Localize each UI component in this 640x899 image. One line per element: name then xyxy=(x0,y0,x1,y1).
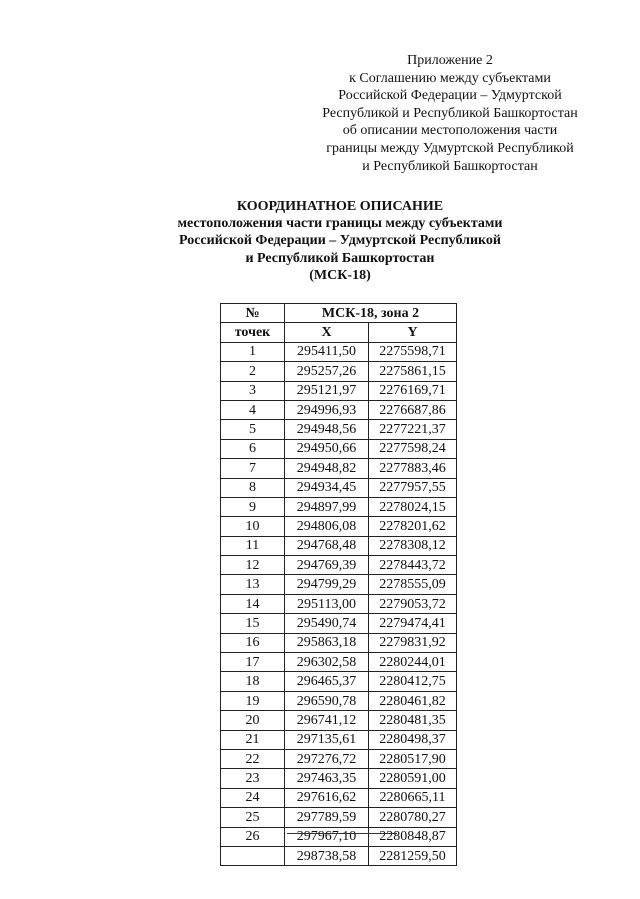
y-coordinate-cell: 2280517,90 xyxy=(369,749,457,768)
x-coordinate-cell: 294799,29 xyxy=(285,575,369,594)
appendix-line: границы между Удмуртской Республикой xyxy=(326,140,574,156)
point-number-cell: 14 xyxy=(221,594,285,613)
x-coordinate-cell: 297616,62 xyxy=(285,788,369,807)
point-number-cell: 3 xyxy=(221,381,285,400)
table-row xyxy=(221,691,457,710)
table-row xyxy=(221,788,457,807)
point-number-cell: 23 xyxy=(221,769,285,788)
appendix-header xyxy=(300,52,600,175)
table-row xyxy=(221,633,457,652)
table-row xyxy=(221,459,457,478)
point-number-cell: 22 xyxy=(221,749,285,768)
table-row xyxy=(221,420,457,439)
y-coordinate-cell: 2278443,72 xyxy=(369,556,457,575)
x-coordinate-cell: 294769,39 xyxy=(285,556,369,575)
x-coordinate-cell: 294948,56 xyxy=(285,420,369,439)
y-coordinate-cell: 2277221,37 xyxy=(369,420,457,439)
y-coordinate-cell: 2281259,50 xyxy=(369,846,457,865)
x-coordinate-cell: 295113,00 xyxy=(285,594,369,613)
table-row xyxy=(221,653,457,672)
y-coordinate-cell: 2278024,15 xyxy=(369,497,457,516)
point-number-cell: 6 xyxy=(221,439,285,458)
y-coordinate-cell: 2280848,87 xyxy=(369,827,457,846)
y-coordinate-cell: 2275861,15 xyxy=(369,362,457,381)
point-number-cell: 11 xyxy=(221,536,285,555)
table-row xyxy=(221,827,457,846)
table-row xyxy=(221,749,457,768)
table-row xyxy=(221,400,457,419)
x-coordinate-cell: 296741,12 xyxy=(285,711,369,730)
appendix-line: Приложение 2 xyxy=(407,53,493,68)
table-row xyxy=(221,672,457,691)
y-coordinate-cell: 2280244,01 xyxy=(369,653,457,672)
table-header-row xyxy=(221,323,457,342)
table-row xyxy=(221,362,457,381)
x-coordinate-cell: 295257,26 xyxy=(285,362,369,381)
x-coordinate-cell: 298738,58 xyxy=(285,846,369,865)
x-coordinate-cell: 296302,58 xyxy=(285,653,369,672)
point-number-cell: 17 xyxy=(221,653,285,672)
table-row xyxy=(221,439,457,458)
point-number-cell: 10 xyxy=(221,517,285,536)
y-coordinate-cell: 2277957,55 xyxy=(369,478,457,497)
y-coordinate-cell: 2280665,11 xyxy=(369,788,457,807)
table-row xyxy=(221,711,457,730)
point-number-cell: 8 xyxy=(221,478,285,497)
header-system: МСК-18, зона 2 xyxy=(285,304,457,323)
y-coordinate-cell: 2279053,72 xyxy=(369,594,457,613)
point-number-cell: 13 xyxy=(221,575,285,594)
x-coordinate-cell: 294806,08 xyxy=(285,517,369,536)
x-coordinate-cell: 294934,45 xyxy=(285,478,369,497)
table-row xyxy=(221,478,457,497)
point-number-cell: 2 xyxy=(221,362,285,381)
point-number-cell: 9 xyxy=(221,497,285,516)
y-coordinate-cell: 2280461,82 xyxy=(369,691,457,710)
y-coordinate-cell: 2277883,46 xyxy=(369,459,457,478)
table-row xyxy=(221,614,457,633)
x-coordinate-cell: 297789,59 xyxy=(285,808,369,827)
y-coordinate-cell: 2279831,92 xyxy=(369,633,457,652)
x-coordinate-cell: 295490,74 xyxy=(285,614,369,633)
x-coordinate-cell: 296465,37 xyxy=(285,672,369,691)
x-coordinate-cell: 297276,72 xyxy=(285,749,369,768)
table-row xyxy=(221,517,457,536)
title-line: и Республикой Башкортостан xyxy=(245,250,435,266)
point-number-cell: 15 xyxy=(221,614,285,633)
y-coordinate-cell: 2278555,09 xyxy=(369,575,457,594)
appendix-line: об описании местоположения части xyxy=(342,123,558,139)
y-coordinate-cell: 2276169,71 xyxy=(369,381,457,400)
x-coordinate-cell: 294768,48 xyxy=(285,536,369,555)
x-coordinate-cell: 297135,61 xyxy=(285,730,369,749)
y-coordinate-cell: 2278308,12 xyxy=(369,536,457,555)
title-line: (МСК-18) xyxy=(309,267,371,283)
y-coordinate-cell: 2276687,86 xyxy=(369,400,457,419)
coordinates-table xyxy=(220,303,457,866)
x-coordinate-cell: 295863,18 xyxy=(285,633,369,652)
table-row xyxy=(221,730,457,749)
appendix-line: Республикой и Республикой Башкортостан xyxy=(322,105,578,121)
table-row xyxy=(221,556,457,575)
point-number-cell: 20 xyxy=(221,711,285,730)
title-line: Российской Федерации – Удмуртской Республикой xyxy=(179,233,501,249)
point-number-cell: 4 xyxy=(221,400,285,419)
header-num-top: № xyxy=(221,304,285,323)
point-number-cell: 26 xyxy=(221,827,285,846)
y-coordinate-cell: 2275598,71 xyxy=(369,342,457,361)
table-body xyxy=(221,342,457,866)
x-coordinate-cell: 296590,78 xyxy=(285,691,369,710)
y-coordinate-cell: 2280780,27 xyxy=(369,808,457,827)
point-number-cell: 21 xyxy=(221,730,285,749)
appendix-line: и Республикой Башкортостан xyxy=(362,158,538,174)
y-coordinate-cell: 2280591,00 xyxy=(369,769,457,788)
table-row xyxy=(221,808,457,827)
x-coordinate-cell: 295121,97 xyxy=(285,381,369,400)
point-number-cell: 7 xyxy=(221,459,285,478)
point-number-cell: 19 xyxy=(221,691,285,710)
y-coordinate-cell: 2280481,35 xyxy=(369,711,457,730)
point-number-cell: 24 xyxy=(221,788,285,807)
title-line: местоположения части границы между субъектами xyxy=(177,216,503,232)
table-row xyxy=(221,497,457,516)
table-row xyxy=(221,846,457,865)
x-coordinate-cell: 297967,10 xyxy=(285,827,369,846)
table-row xyxy=(221,536,457,555)
bottom-rule xyxy=(287,833,397,834)
x-coordinate-cell: 297463,35 xyxy=(285,769,369,788)
appendix-line: Российской Федерации – Удмуртской xyxy=(338,88,562,104)
x-coordinate-cell: 294950,66 xyxy=(285,439,369,458)
header-y: Y xyxy=(369,323,457,342)
y-coordinate-cell: 2277598,24 xyxy=(369,439,457,458)
header-x: X xyxy=(285,323,369,342)
point-number-cell: 12 xyxy=(221,556,285,575)
y-coordinate-cell: 2280498,37 xyxy=(369,730,457,749)
table-row xyxy=(221,342,457,361)
table-row xyxy=(221,381,457,400)
table-row xyxy=(221,594,457,613)
x-coordinate-cell: 295411,50 xyxy=(285,342,369,361)
point-number-cell: 16 xyxy=(221,633,285,652)
y-coordinate-cell: 2279474,41 xyxy=(369,614,457,633)
table-header-row xyxy=(221,304,457,323)
point-number-cell: 18 xyxy=(221,672,285,691)
x-coordinate-cell: 294996,93 xyxy=(285,400,369,419)
appendix-line: к Соглашению между субъектами xyxy=(349,70,551,86)
x-coordinate-cell: 294897,99 xyxy=(285,497,369,516)
point-number-cell: 5 xyxy=(221,420,285,439)
table-row xyxy=(221,769,457,788)
point-number-cell: 25 xyxy=(221,808,285,827)
table-row xyxy=(221,575,457,594)
x-coordinate-cell: 294948,82 xyxy=(285,459,369,478)
point-number-cell xyxy=(221,846,285,865)
point-number-cell: 1 xyxy=(221,342,285,361)
y-coordinate-cell: 2280412,75 xyxy=(369,672,457,691)
y-coordinate-cell: 2278201,62 xyxy=(369,517,457,536)
document-title xyxy=(140,198,540,284)
title-line: КООРДИНАТНОЕ ОПИСАНИЕ xyxy=(236,199,444,214)
header-num-bottom: точек xyxy=(221,323,285,342)
